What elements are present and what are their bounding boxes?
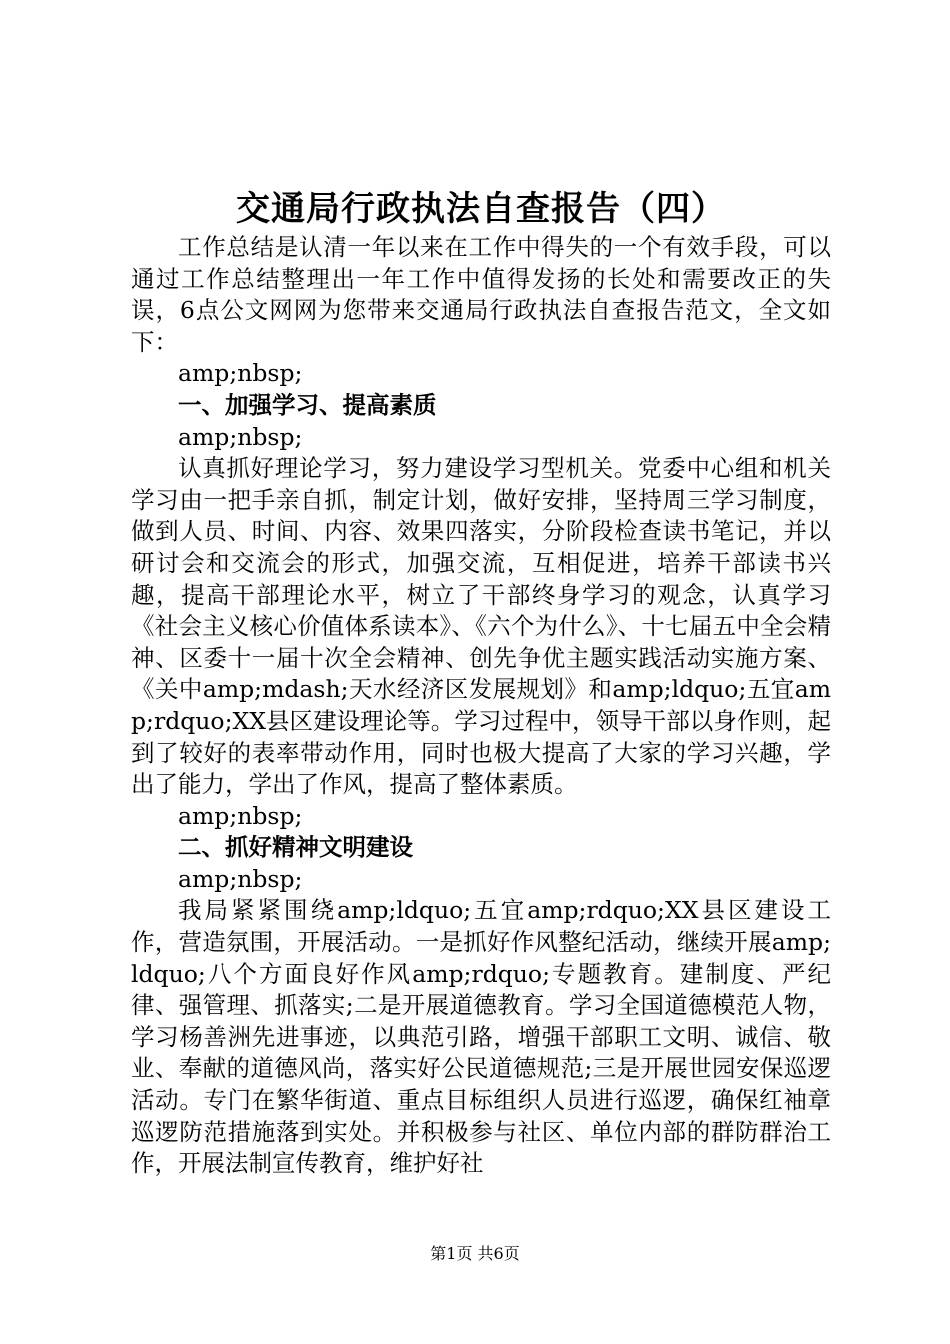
nbsp-placeholder: amp;nbsp; [178,864,303,893]
page-number-footer: 第1页 共6页 [430,1244,520,1263]
document-body [131,232,831,1180]
nbsp-placeholder: amp;nbsp; [178,801,303,830]
section-heading-civilization: 二、抓好精神文明建设 [178,833,413,862]
civilization-paragraph: 我局紧紧围绕amp;ldquo;五宜amp;rdquo;XX县区建设工作，营造氛围，开展活动。一是抓好作风整纪活动，继续开展amp;ldquo;八个方面良好作风amp;rdquo;专题教育。建制度、严纪律、强管理、抓落实;二是开展道德教育。学习全国道德模范人物，学习杨善洲先进事迹，以典范引路，增强干部职工文明、诚信、敬业、奉献的道德风尚，落实好公民道德规范;三是开展世园安保巡逻活动。专门在繁华街道、重点目标组织人员进行巡逻，确保红袖章巡逻防范措施落到实处。并积极参与社区、单位内部的群防群治工作，开展法制宣传教育，维护好社 [131,896,831,1178]
section-heading-study: 一、加强学习、提高素质 [178,390,437,419]
nbsp-placeholder: amp;nbsp; [178,422,303,451]
document-title: 交通局行政执法自查报告（四） [236,189,726,229]
document-page [131,0,831,1344]
nbsp-placeholder: amp;nbsp; [178,359,303,388]
study-paragraph: 认真抓好理论学习，努力建设学习型机关。党委中心组和机关学习由一把手亲自抓，制定计划，做好安排，坚持周三学习制度，做到人员、时间、内容、效果四落实，分阶段检查读书笔记，并以研讨会和交流会的形式，加强交流，互相促进，培养干部读书兴趣，提高干部理论水平，树立了干部终身学习的观念，认真学习《社会主义核心价值体系读本》、《六个为什么》、十七届五中全会精神、区委十一届十次全会精神、创先争优主题实践活动实施方案、《关中amp;mdash;天水经济区发展规划》和amp;ldquo;五宜amp;rdquo;XX县区建设理论等。学习过程中，领导干部以身作则，起到了较好的表率带动作用，同时也极大提高了大家的学习兴趣，学出了能力，学出了作风，提高了整体素质。 [131,454,831,799]
intro-paragraph: 工作总结是认清一年以来在工作中得失的一个有效手段，可以通过工作总结整理出一年工作中值得发扬的长处和需要改正的失误，6点公文网网为您带来交通局行政执法自查报告范文，全文如下： [131,233,831,356]
